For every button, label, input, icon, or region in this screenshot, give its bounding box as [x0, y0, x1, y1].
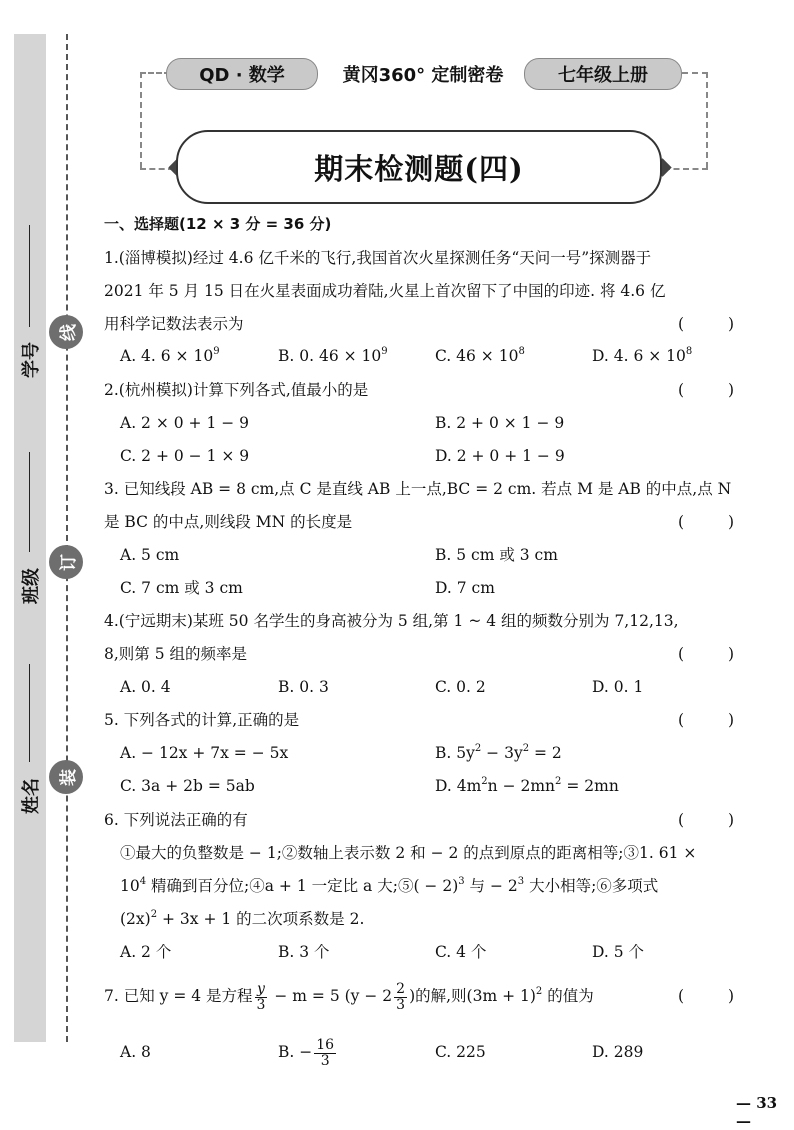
q7-option-d: D. 289 [592, 1043, 644, 1061]
q3-option-c: C. 7 cm 或 3 cm [120, 579, 243, 597]
q1-stem-line1: 1.(淄博模拟)经过 4.6 亿千米的飞行,我国首次火星探测任务“天问一号”探测器于 [104, 249, 652, 267]
class-line [29, 452, 30, 552]
q7-fraction-16-over-3: $\frac{16}{3}$ [316, 1036, 335, 1069]
binding-mark-zhuang: 装 [49, 760, 83, 794]
q6-option-c: C. 4 个 [435, 943, 487, 961]
q3-option-d: D. 7 cm [435, 579, 495, 597]
q2-answer-bracket: ( ) [678, 381, 734, 399]
q6-option-b: B. 3 个 [278, 943, 330, 961]
q6-option-a: A. 2 个 [120, 943, 172, 961]
q5-option-c: C. 3a + 2b = 5ab [120, 777, 255, 795]
q2-option-b: B. 2 + 0 × 1 − 9 [435, 414, 565, 432]
q5-answer-bracket: ( ) [678, 711, 734, 729]
q4-option-a: A. 0. 4 [120, 678, 171, 696]
q1-option-d: D. 4. $6 \times 10^8$ [592, 346, 693, 365]
binding-mark-ding: 订 [49, 545, 83, 579]
q5-stem: 5. 下列各式的计算,正确的是 [104, 711, 300, 729]
q3-option-b: B. 5 cm 或 3 cm [435, 546, 558, 564]
q1-option-c: C. $46 \times 10^8$ [435, 346, 525, 365]
q4-option-c: C. 0. 2 [435, 678, 486, 696]
binding-mark-xian: 线 [49, 315, 83, 349]
q3-stem-line2: 是 BC 的中点,则线段 MN 的长度是 [104, 513, 353, 531]
q6-statements-line1: ①最大的负整数是 − 1;②数轴上表示数 2 和 − 2 的点到原点的距离相等;③1. 61 × [120, 844, 697, 862]
q1-answer-bracket: ( ) [678, 315, 734, 333]
header-dash-right-vertical [706, 72, 708, 168]
class-label: 班级 [21, 568, 42, 604]
q4-option-d: D. 0. 1 [592, 678, 644, 696]
q4-stem-line2: 8,则第 5 组的频率是 [104, 645, 248, 663]
q7-option-b: B. − $\frac{16}{3}$ [278, 1036, 335, 1069]
q7-answer-bracket: ( ) [678, 987, 734, 1005]
q1-stem-line2: 2021 年 5 月 15 日在火星表面成功着陆,火星上首次留下了中国的印迹. 将 4.6 亿 [104, 282, 666, 300]
q6-stem: 6. 下列说法正确的有 [104, 811, 248, 829]
brand-text: 黄冈360° 定制密卷 [342, 65, 504, 86]
q3-answer-bracket: ( ) [678, 513, 734, 531]
page-number: — 33 — [736, 1094, 778, 1130]
q5-option-b: B. $5y^2 - 3y^2 = 2$ [435, 743, 562, 762]
q6-option-d: D. 5 个 [592, 943, 645, 961]
q7-option-a: A. 8 [120, 1043, 151, 1061]
q5-option-a: A. − 12x + 7x = − 5x [120, 744, 289, 762]
exam-title: 期末检测题(四) [176, 130, 662, 204]
q1-stem-line3: 用科学记数法表示为 [104, 315, 244, 333]
section-heading: 一、选择题(12 × 3 分 = 36 分) [104, 215, 332, 233]
q6-answer-bracket: ( ) [678, 811, 734, 829]
q4-option-b: B. 0. 3 [278, 678, 329, 696]
q2-option-c: C. 2 + 0 − 1 × 9 [120, 447, 250, 465]
q1-option-a: A. 4. $6 \times 10^9$ [120, 346, 220, 365]
q2-option-a: A. 2 × 0 + 1 − 9 [120, 414, 250, 432]
q7-stem: 7. 已知 y = 4 是方程 $\frac{y}{3}$ − m = 5 (y − 2 $\frac{2}{3}$ )的解,则$(3m + 1)^2$ 的值为 [104, 980, 594, 1013]
header-dash-left-vertical [140, 72, 142, 168]
name-label: 姓名 [21, 778, 42, 814]
q6-statements-line3: $(2x)^2 + 3x + 1$ 的二次项系数是 2. [120, 909, 365, 928]
q4-stem-line1: 4.(宁远期末)某班 50 名学生的身高被分为 5 组,第 1 ~ 4 组的频数分别为 7,12,13, [104, 612, 679, 630]
q4-answer-bracket: ( ) [678, 645, 734, 663]
q2-option-d: D. 2 + 0 + 1 − 9 [435, 447, 565, 465]
q7-fraction-y-over-3: $\frac{y}{3}$ [256, 980, 266, 1013]
q6-statements-line2: $10^4$ 精确到百分位;④a + 1 一定比 a 大;⑤( − 2)$^3$ 与 − $2^3$ 大小相等;⑥多项式 [120, 876, 659, 895]
q1-option-b: B. 0. $46 \times 10^9$ [278, 346, 388, 365]
q3-stem-line1: 3. 已知线段 AB = 8 cm,点 C 是直线 AB 上一点,BC = 2 cm. 若点 M 是 AB 的中点,点 N [104, 480, 732, 498]
q7-option-c: C. 225 [435, 1043, 486, 1061]
q3-option-a: A. 5 cm [120, 546, 180, 564]
name-line [29, 664, 30, 762]
header-dash-right-top [682, 72, 708, 74]
student-id-line [29, 225, 30, 327]
q2-stem: 2.(杭州模拟)计算下列各式,值最小的是 [104, 381, 369, 399]
binding-margin-strip [14, 34, 46, 1042]
student-id-label: 学号 [21, 342, 42, 378]
binding-dashed-line [66, 34, 68, 1042]
q5-option-d: D. $4m^2n - 2mn^2 = 2mn$ [435, 776, 619, 795]
subject-badge: QD · 数学 [166, 58, 318, 90]
q7-fraction-2-over-3: $\frac{2}{3}$ [396, 980, 406, 1013]
grade-badge: 七年级上册 [524, 58, 682, 90]
